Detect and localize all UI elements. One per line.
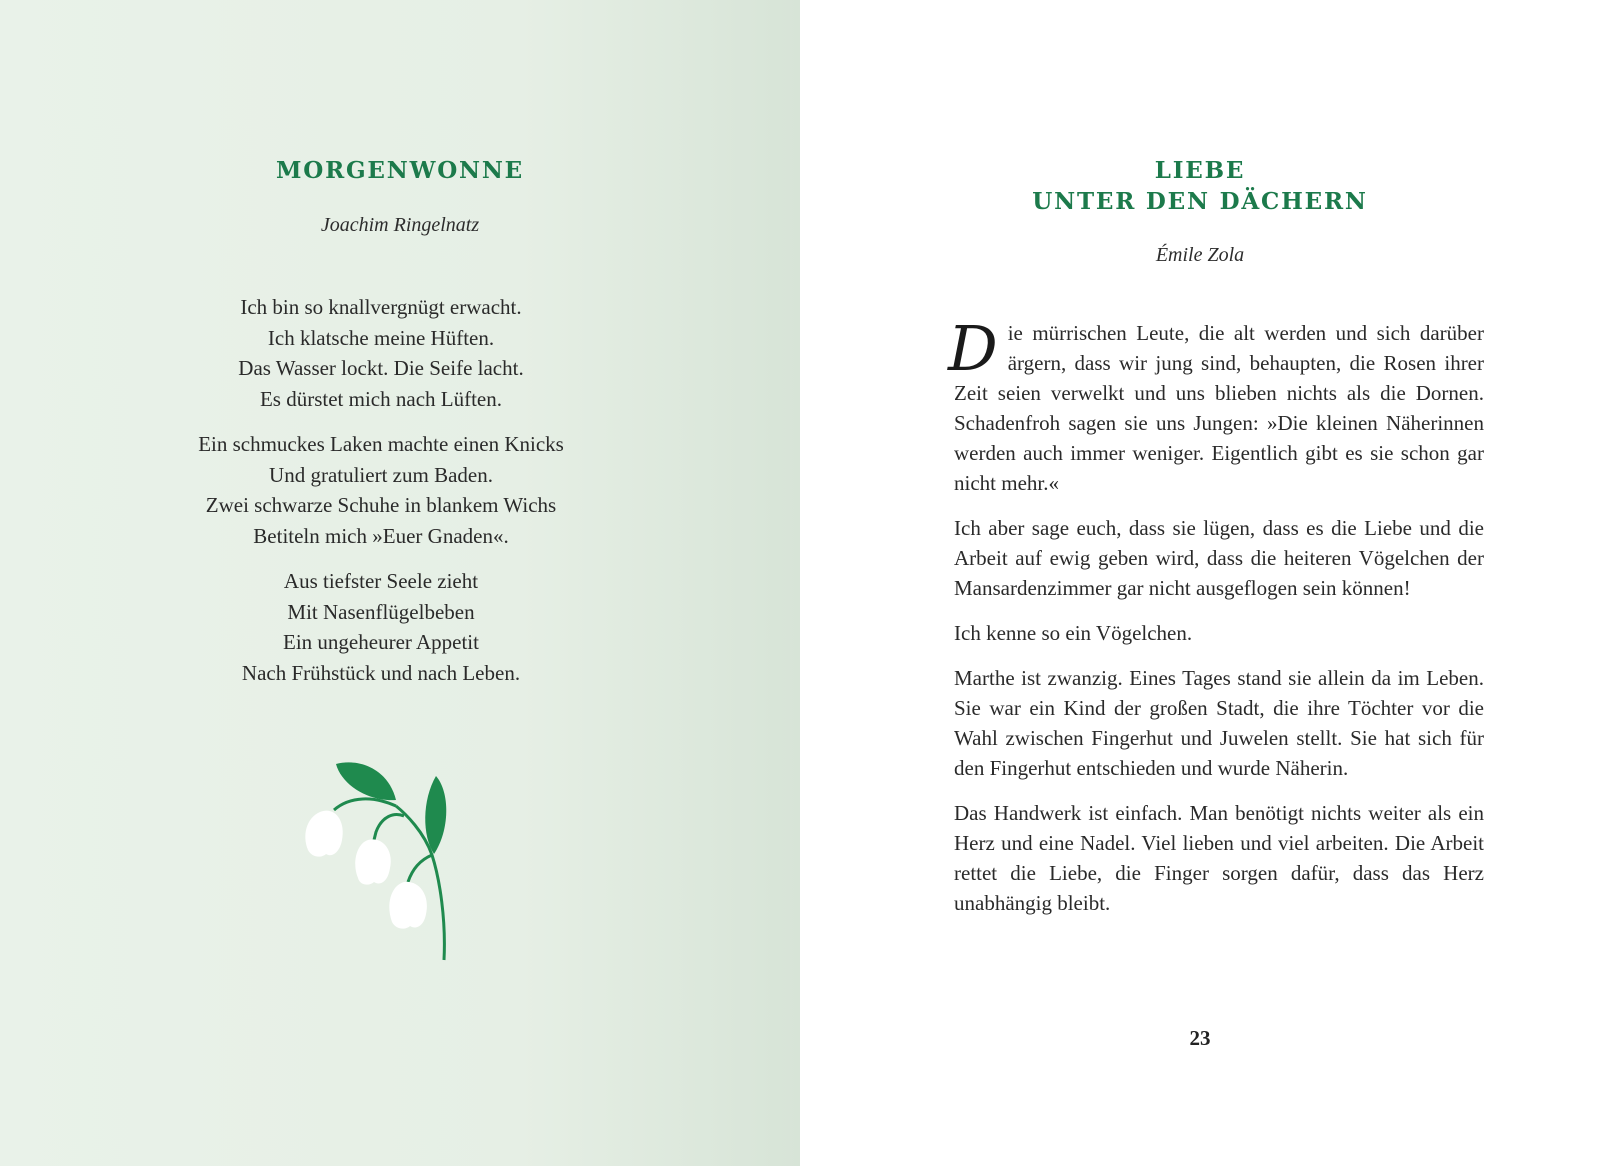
poem-line: Das Wasser lockt. Die Seife lacht. bbox=[238, 356, 524, 380]
story-paragraph: Ich kenne so ein Vögelchen. bbox=[954, 621, 1193, 645]
poem-stanza bbox=[0, 429, 762, 551]
poem-line: Mit Nasenflügelbeben bbox=[287, 599, 475, 624]
story-title-line: LIEBE bbox=[1154, 157, 1246, 184]
page-number: 23 bbox=[1189, 1026, 1211, 1050]
paragraph-text: ie mürrischen Leute, die alt werden und sich darüber ärgern, dass wir jung sind, behaupten, die Rosen ihrer Zeit seien verwelkt und uns blieben nichts als die Dornen. Schadenfroh sagen sie uns Jungen: »Die kleinen Näherinnen werden auch immer weniger. Eigentlich gibt es sie schon gar nicht mehr.« bbox=[954, 321, 1484, 495]
poem-stanza bbox=[0, 292, 762, 414]
story-paragraph: Marthe ist zwanzig. Eines Tages stand sie allein da im Leben. Sie war ein Kind der großen Stadt, die ihre Töchter vor die Wahl zwischen Fingerhut und Juwelen stellt. Sie hat sich für den Fingerhut entschieden und wurde Näherin. bbox=[954, 666, 1484, 780]
story-author: Émile Zola bbox=[1155, 244, 1245, 266]
poem-line: Zwei schwarze Schuhe in blankem Wichs bbox=[205, 493, 557, 517]
snowdrop-flower-icon bbox=[300, 760, 460, 970]
story-title-line: UNTER DEN DÄCHERN bbox=[1032, 188, 1368, 215]
poem-line: Nach Frühstück und nach Leben. bbox=[241, 660, 521, 685]
poem-line: Ich klatsche meine Hüften. bbox=[267, 325, 495, 350]
poem-body bbox=[0, 292, 762, 703]
poem-line: Es dürstet mich nach Lüften. bbox=[259, 386, 502, 411]
story-title bbox=[800, 155, 1600, 217]
poem-line: Ich bin so knallvergnügt erwacht. bbox=[240, 295, 522, 319]
poem-line: Betiteln mich »Euer Gnaden«. bbox=[253, 523, 509, 548]
story-paragraph: Das Handwerk ist einfach. Man benötigt nichts weiter als ein Herz und eine Nadel. Viel lieben und viel arbeiten. Die Arbeit rettet die Liebe, die Finger sorgen dafür, dass das Herz unabhängig bleibt. bbox=[954, 801, 1484, 915]
story-paragraph bbox=[948, 312, 1484, 498]
poem-author: Joachim Ringelnatz bbox=[320, 214, 480, 236]
right-page bbox=[800, 0, 1600, 1166]
poem-line: Und gratuliert zum Baden. bbox=[269, 462, 493, 487]
poem-line: Ein schmuckes Laken machte einen Knicks bbox=[198, 432, 564, 456]
poem-title: MORGENWONNE bbox=[275, 157, 525, 184]
poem-stanza bbox=[0, 566, 762, 688]
story-paragraph: Ich aber sage euch, dass sie lügen, dass es die Liebe und die Arbeit auf ewig geben wird, dass die heiteren Vögelchen der Mansardenzimmer gar nicht ausgeflogen sein können! bbox=[954, 516, 1484, 600]
story-body bbox=[948, 312, 1484, 933]
poem-line: Ein ungeheurer Appetit bbox=[283, 630, 479, 654]
poem-line: Aus tiefster Seele zieht bbox=[283, 569, 479, 593]
drop-cap: D bbox=[948, 312, 998, 385]
